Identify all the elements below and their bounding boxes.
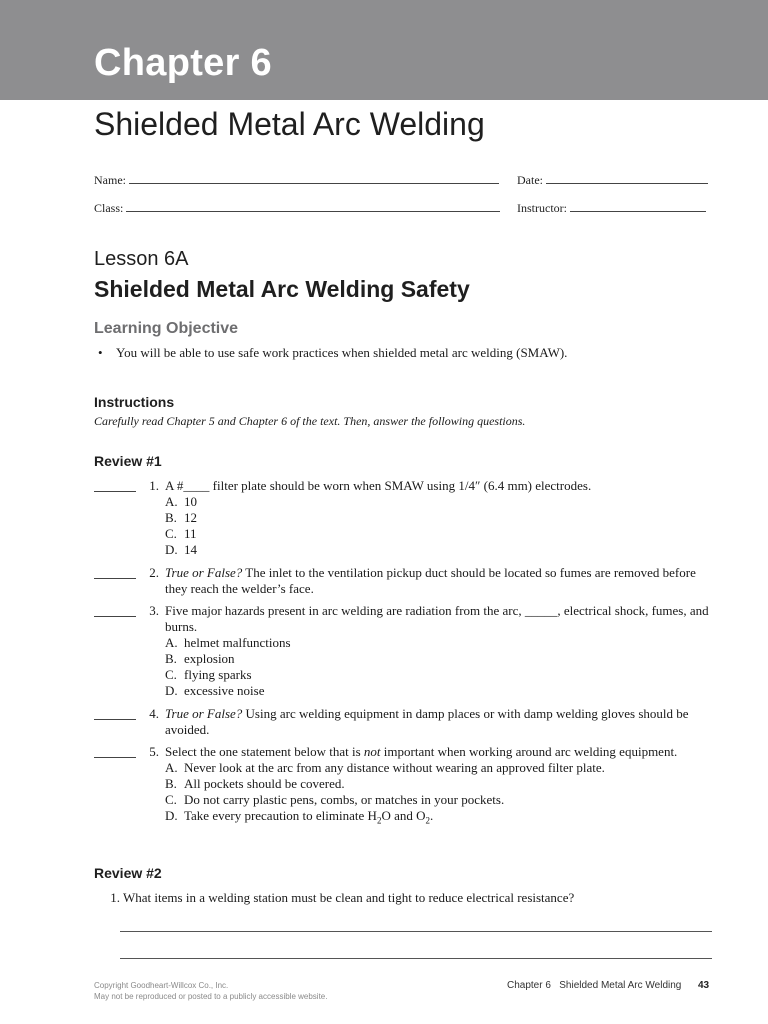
question-prefix: True or False? [165, 565, 243, 580]
option-d: D. 14 [165, 542, 197, 557]
lesson-title: Shielded Metal Arc Welding Safety [94, 276, 470, 302]
learning-objective-text: You will be able to use safe work practices when shielded metal arc welding (SMAW). [116, 345, 568, 360]
option-a: A. Never look at the arc from any distance without wearing an approved filter plate. [165, 760, 605, 775]
date-field[interactable] [517, 172, 708, 188]
question-number: 4. [149, 706, 159, 721]
date-label: Date: [517, 173, 543, 187]
answer-blank[interactable] [94, 719, 136, 720]
instructor-line[interactable] [570, 200, 706, 212]
review-2-heading: Review #2 [94, 865, 162, 881]
page-number: 43 [698, 980, 710, 991]
question-text: Using arc welding equipment in damp places or with damp welding gloves should be avoided. [165, 706, 689, 737]
option-b: B. All pockets should be covered. [165, 776, 345, 791]
option-c: C. 11 [165, 526, 197, 541]
option-d: D. excessive noise [165, 683, 265, 698]
option-c: C. flying sparks [165, 667, 252, 682]
class-field[interactable] [94, 200, 500, 216]
class-label: Class: [94, 201, 124, 215]
answer-blank[interactable] [94, 757, 136, 758]
question-text: What items in a welding station must be clean and tight to reduce electrical resistance? [123, 890, 575, 905]
name-field[interactable] [94, 172, 499, 188]
footer-copyright: Copyright Goodheart-Willcox Co., Inc. [94, 981, 229, 990]
footer-notice: May not be reproduced or posted to a publicly accessible website. [94, 992, 328, 1001]
answer-line[interactable] [120, 931, 712, 932]
name-line[interactable] [129, 172, 499, 184]
option-d: D. Take every precaution to eliminate $H_2O$ and $O_2$. [165, 808, 434, 826]
class-line[interactable] [126, 200, 500, 212]
question-text: The inlet to the ventilation pickup duct should be located so fumes are removed before they reach the welder’s face. [165, 565, 696, 596]
learning-objective-heading: Learning Objective [94, 320, 239, 337]
bullet-icon: • [98, 345, 103, 360]
answer-blank[interactable] [94, 616, 136, 617]
answer-blank[interactable] [94, 491, 136, 492]
question-text: A #____ filter plate should be worn when SMAW using 1/4″ (6.4 mm) electrodes. [165, 478, 592, 493]
question-1 [94, 478, 714, 558]
question-text: Select the one statement below that is not important when working around arc welding equipment. [165, 744, 678, 759]
option-a: A. 10 [165, 494, 197, 509]
date-line[interactable] [546, 172, 708, 184]
question-3 [94, 603, 714, 699]
review-2-question-1 [94, 890, 714, 906]
option-b: B. explosion [165, 651, 235, 666]
question-2 [94, 565, 714, 597]
question-prefix: True or False? [165, 706, 243, 721]
instructor-field[interactable] [517, 200, 706, 216]
question-number: 2. [149, 565, 159, 580]
answer-line[interactable] [120, 958, 712, 959]
question-number: 3. [149, 603, 159, 618]
instructor-label: Instructor: [517, 201, 567, 215]
chapter-label: Chapter 6 [94, 42, 272, 84]
question-number: 1. [110, 890, 120, 905]
option-c: C. Do not carry plastic pens, combs, or matches in your pockets. [165, 792, 505, 807]
instructions-text: Carefully read Chapter 5 and Chapter 6 of the text. Then, answer the following questions. [94, 414, 526, 428]
footer-running-head: Chapter 6 Shielded Metal Arc Welding [507, 980, 682, 991]
question-text: Five major hazards present in arc welding are radiation from the arc, _____, electrical shock, fumes, and burns. [165, 603, 709, 634]
name-label: Name: [94, 173, 126, 187]
option-a: A. helmet malfunctions [165, 635, 291, 650]
question-4 [94, 706, 714, 738]
review-1-heading: Review #1 [94, 453, 162, 469]
question-number: 1. [149, 478, 159, 493]
lesson-number: Lesson 6A [94, 248, 189, 270]
option-b: B. 12 [165, 510, 197, 525]
answer-blank[interactable] [94, 578, 136, 579]
learning-objective-item [94, 344, 567, 361]
instructions-heading: Instructions [94, 394, 175, 410]
question-5 [94, 744, 714, 824]
chapter-title: Shielded Metal Arc Welding [94, 106, 485, 142]
question-number: 5. [149, 744, 159, 759]
